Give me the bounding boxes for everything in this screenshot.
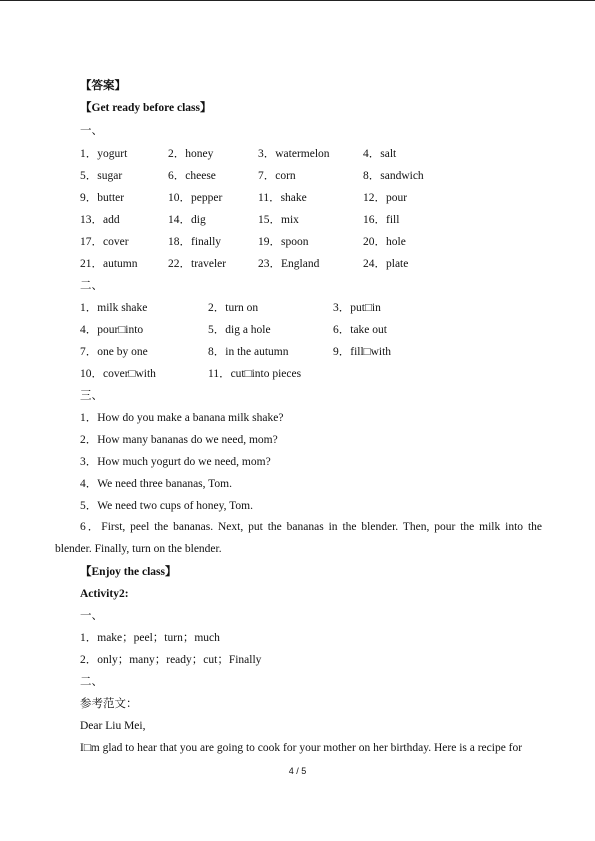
grid-answer: 4．pour□into [80, 324, 144, 336]
letter-greeting: Dear Liu Mei, [80, 720, 146, 732]
grid-answer: 3．put□in [333, 302, 381, 314]
sample-essay-label: 参考范文： [80, 698, 138, 710]
part-marker-2b: 二、 [80, 676, 103, 688]
part-marker-1: 一、 [80, 125, 103, 137]
grid-answer: 10．cover□with [80, 368, 156, 380]
section-title-get-ready: 【Get ready before class】 [80, 102, 212, 114]
grid-answer: 13．add [80, 214, 120, 226]
grid-answer: 22．traveler [168, 258, 227, 270]
sentence-answer: 5．We need two cups of honey, Tom. [80, 500, 253, 512]
grid-answer: 8．sandwich [363, 170, 424, 182]
grid-answer: 1．milk shake [80, 302, 148, 314]
grid-answer: 9．fill□with [333, 346, 392, 358]
grid-answer: 5．dig a hole [208, 324, 271, 336]
grid-answer: 19．spoon [258, 236, 309, 248]
grid-answer: 20．hole [363, 236, 406, 248]
grid-answer: 5．sugar [80, 170, 123, 182]
step-paragraph: 6．First, peel the bananas. Next, put the bananas in the blender. Then, pour the milk into the blender. Finally, turn on the blender. [55, 521, 542, 555]
grid-answer: 16．fill [363, 214, 400, 226]
grid-answer: 6．cheese [168, 170, 216, 182]
grid-answer: 4．salt [363, 148, 397, 160]
letter-body: I□m glad to hear that you are going to cook for your mother on her birthday. Here is a recipe for [80, 742, 523, 754]
section-title-enjoy: 【Enjoy the class】 [80, 566, 177, 578]
grid-answer: 23．England [258, 258, 320, 270]
sentence-answer: 1．How do you make a banana milk shake? [80, 412, 284, 424]
grid-answer: 3．watermelon [258, 148, 330, 160]
grid-answer: 17．cover [80, 236, 129, 248]
part-marker-1b: 一、 [80, 610, 103, 622]
grid-answer: 10．pepper [168, 192, 223, 204]
fill-answer: 2．only；many；ready；cut；Finally [80, 654, 262, 666]
grid-answer: 14．dig [168, 214, 206, 226]
page-number: 4 / 5 [288, 766, 307, 776]
grid-answer: 6．take out [333, 324, 387, 336]
sentence-answer: 2．How many bananas do we need, mom? [80, 434, 278, 446]
grid-answer: 2．turn on [208, 302, 259, 314]
grid-answer: 18．finally [168, 236, 222, 248]
grid-answer: 9．butter [80, 192, 125, 204]
fill-answer: 1．make；peel；turn；much [80, 632, 220, 644]
sentence-answer: 3．How much yogurt do we need, mom? [80, 456, 271, 468]
grid-answer: 8．in the autumn [208, 346, 289, 358]
sentence-answer: 4．We need three bananas, Tom. [80, 478, 232, 490]
grid-answer: 15．mix [258, 214, 299, 226]
part-marker-2: 二、 [80, 280, 103, 292]
top-rule [0, 0, 595, 1]
part-marker-3: 三、 [80, 390, 103, 402]
grid-answer: 11．cut□into pieces [208, 368, 302, 380]
activity-label: Activity2: [80, 588, 129, 600]
grid-answer: 2．honey [168, 148, 214, 160]
grid-answer: 12．pour [363, 192, 408, 204]
grid-answer: 11．shake [258, 192, 307, 204]
grid-answer: 24．plate [363, 258, 409, 270]
grid-answer: 7．one by one [80, 346, 148, 358]
grid-answer: 1．yogurt [80, 148, 128, 160]
answer-heading: 【答案】 [80, 80, 126, 92]
grid-answer: 21．autumn [80, 258, 138, 270]
grid-answer: 7．corn [258, 170, 296, 182]
